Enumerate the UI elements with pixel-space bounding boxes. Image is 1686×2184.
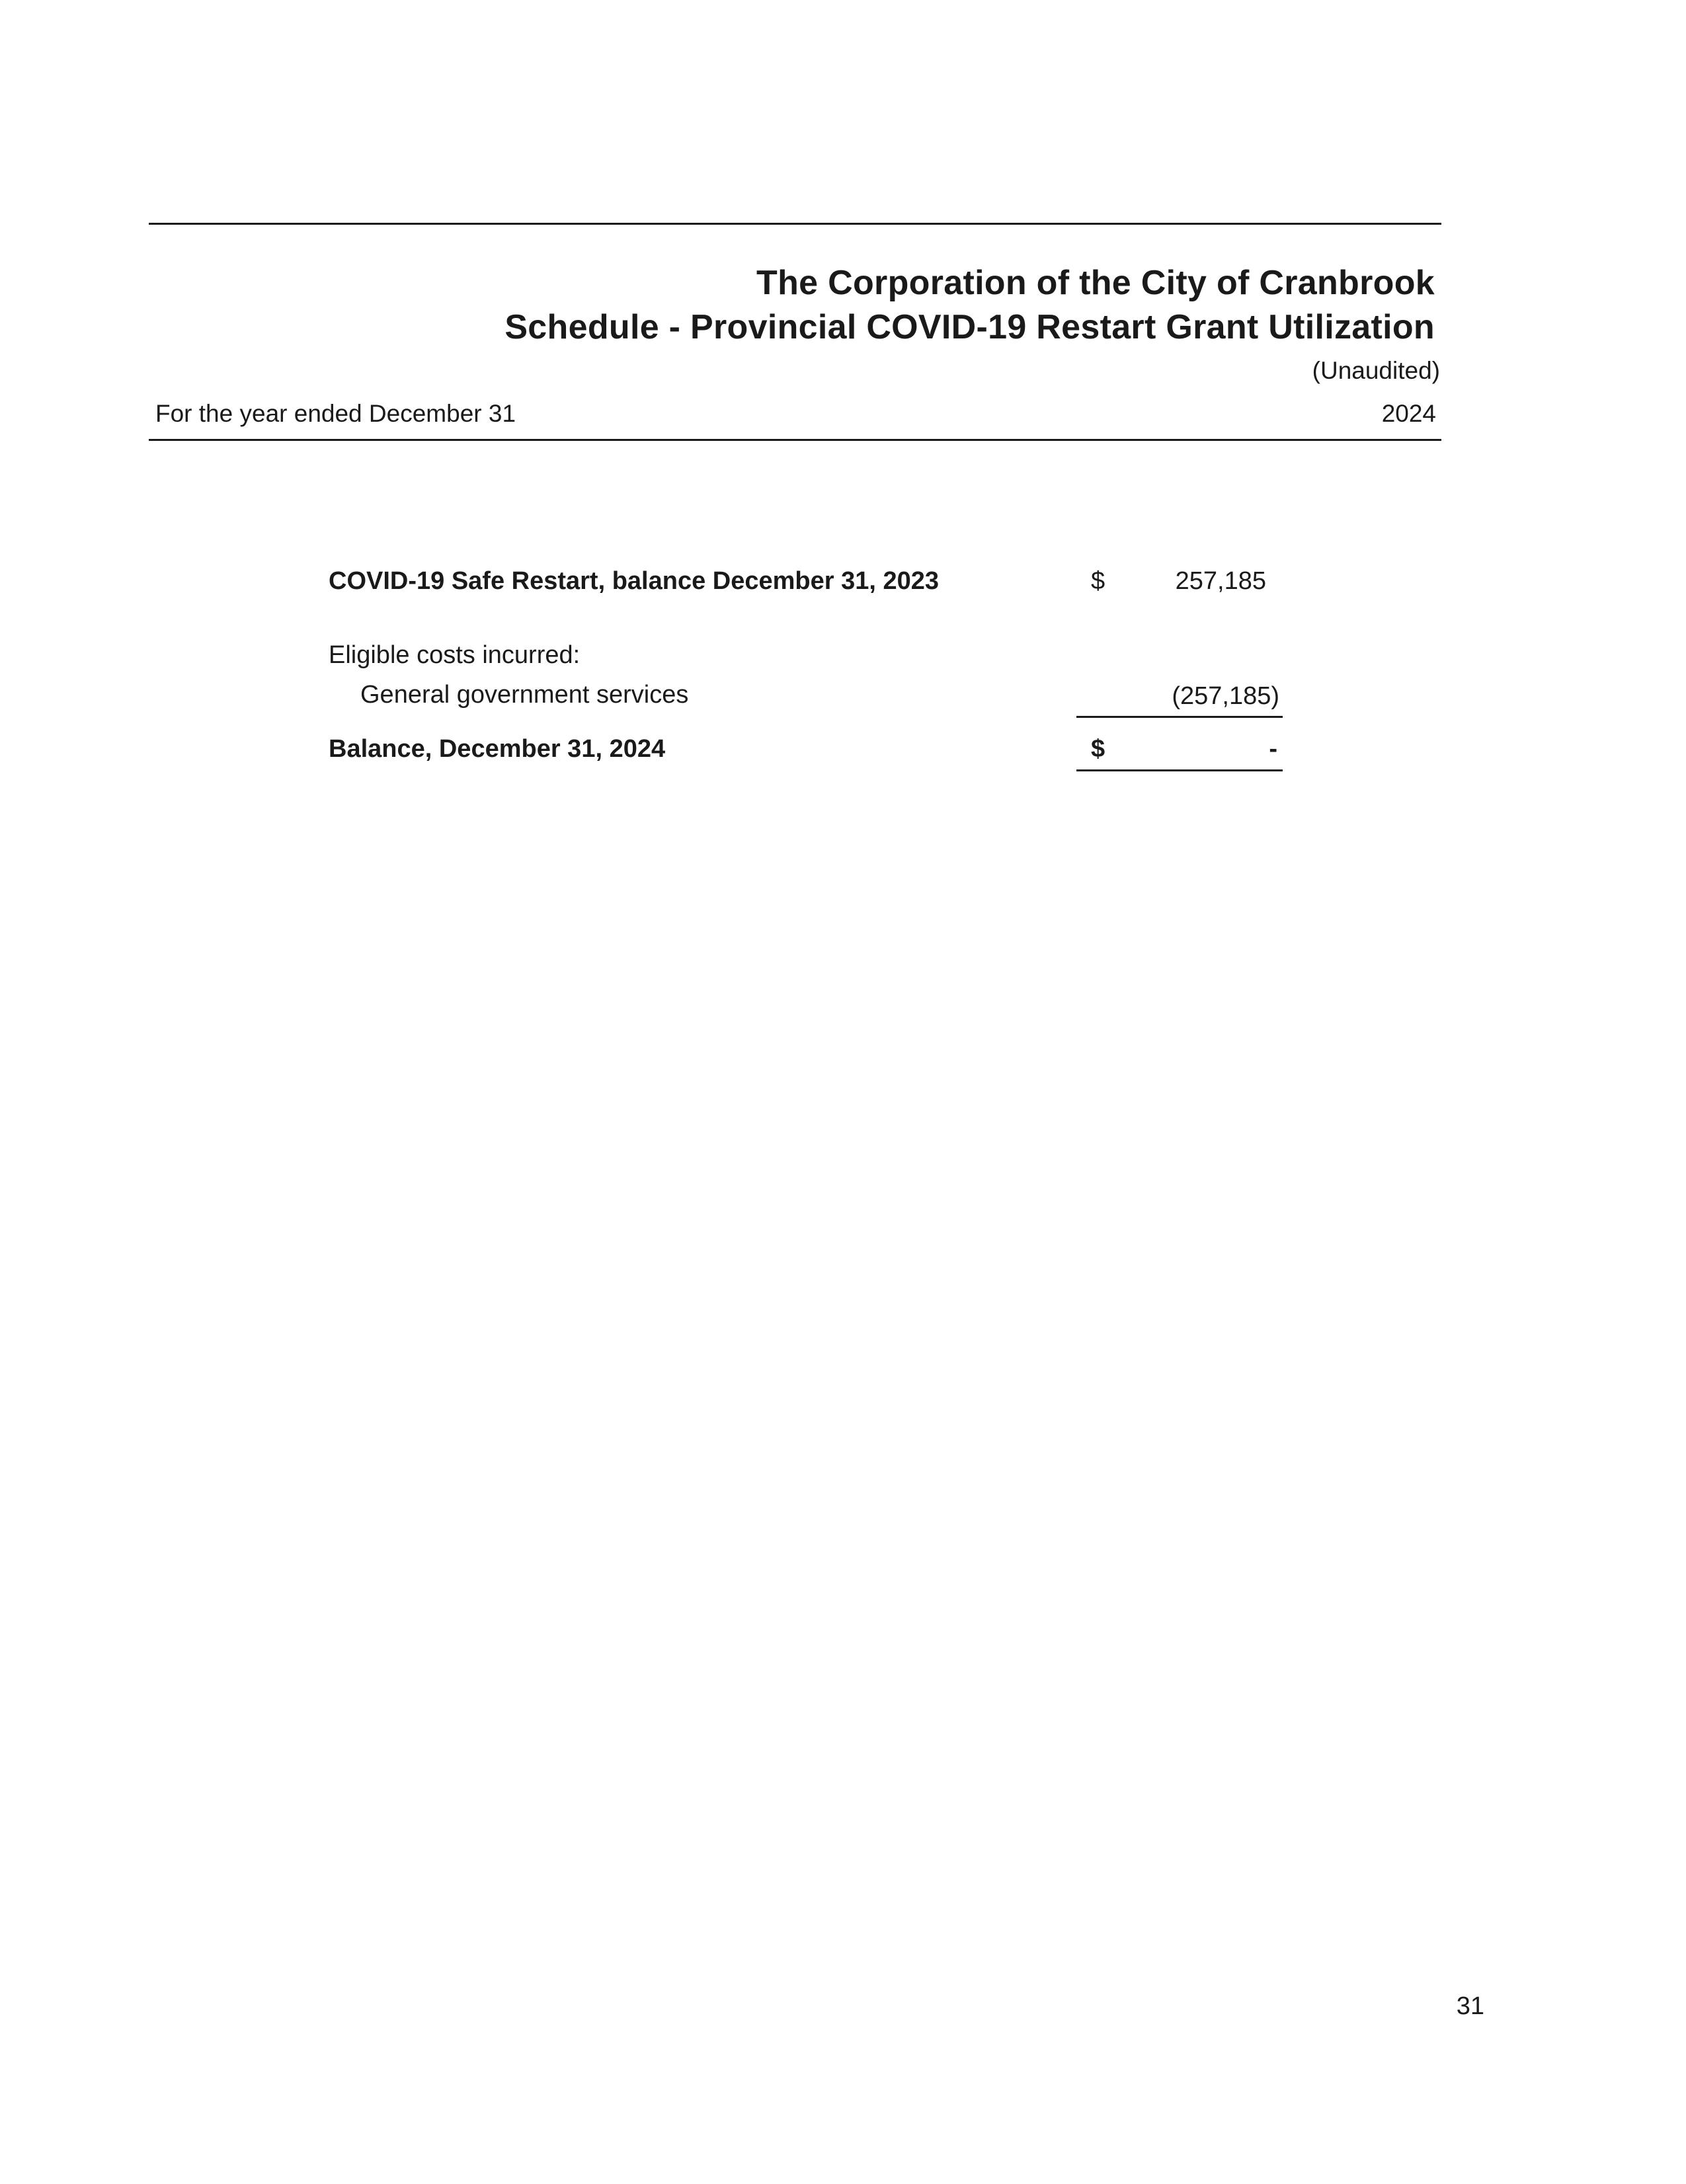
document-title: The Corporation of the City of Cranbrook [756, 264, 1435, 302]
general-government-amount: (257,185) [1172, 682, 1279, 710]
header-bottom-rule [149, 439, 1441, 441]
schedule-title: Schedule - Provincial COVID-19 Restart Grant Utilization [504, 308, 1435, 346]
page-number: 31 [1456, 1992, 1484, 2020]
eligible-costs-heading: Eligible costs incurred: [329, 641, 581, 669]
closing-balance-label: Balance, December 31, 2024 [329, 735, 666, 763]
period-label: For the year ended December 31 [155, 400, 516, 427]
year-column-header: 2024 [1381, 400, 1436, 427]
general-government-label: General government services [360, 681, 689, 709]
closing-balance-amount: - [1269, 735, 1277, 763]
opening-balance-currency: $ [1091, 567, 1105, 595]
subtotal-rule [1076, 716, 1283, 718]
opening-balance-amount: 257,185 [1175, 567, 1266, 595]
unaudited-note: (Unaudited) [1312, 357, 1440, 384]
closing-balance-currency: $ [1091, 735, 1105, 763]
header-top-rule [149, 223, 1441, 225]
total-rule [1076, 769, 1283, 771]
opening-balance-label: COVID-19 Safe Restart, balance December 31, 2023 [329, 567, 940, 595]
